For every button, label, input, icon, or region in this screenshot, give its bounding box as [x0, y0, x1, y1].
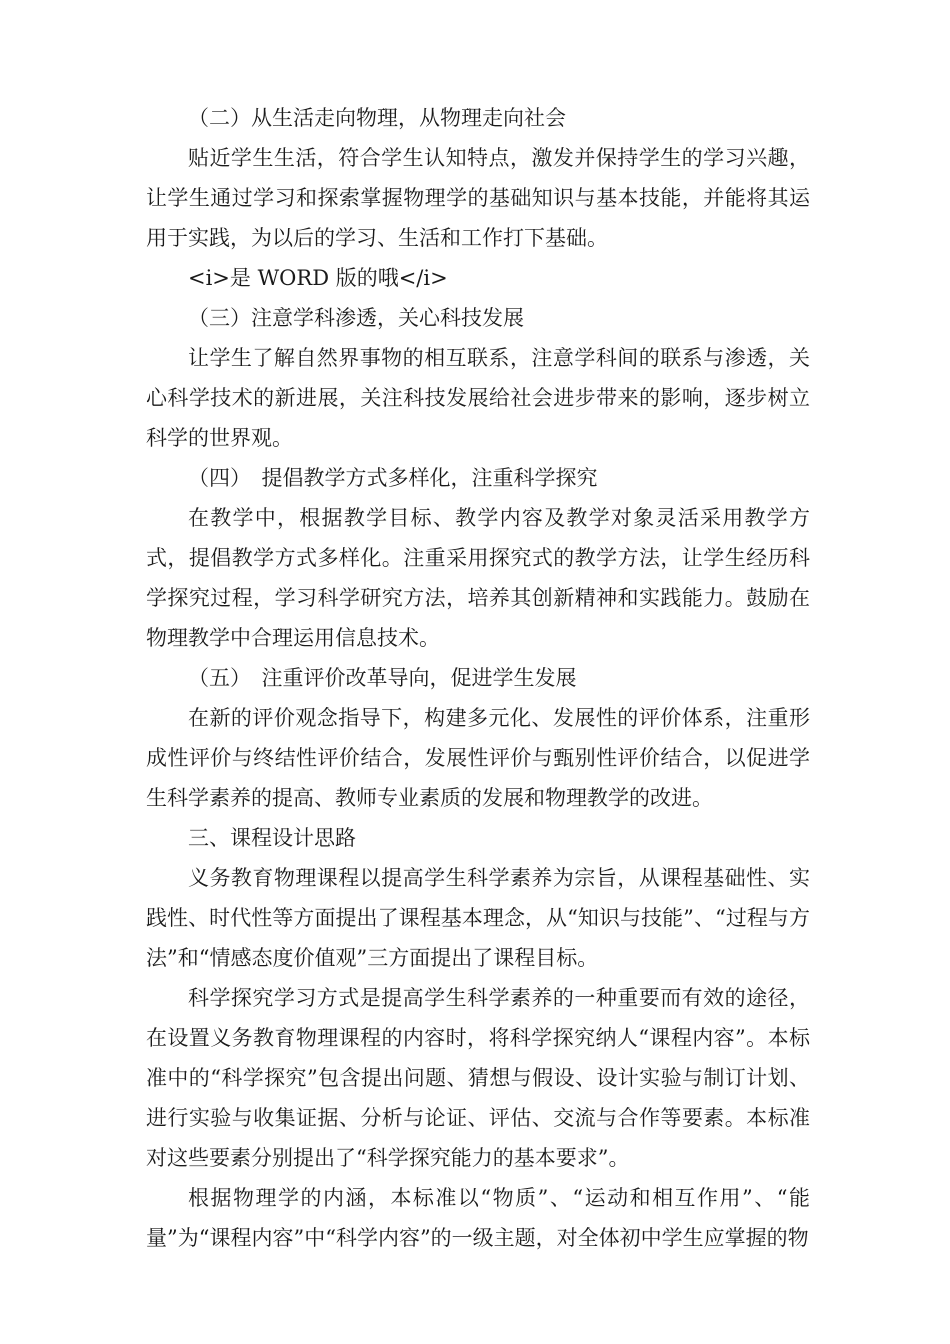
- document-page: [146, 98, 810, 1258]
- section-heading-5: （五） 注重评价改革导向，促进学生发展: [188, 666, 577, 690]
- paragraph: 科学探究学习方式是提高学生科学素养的一种重要而有效的途径，在设置义务教育物理课程的内容时，将科学探究纳人“课程内容”。本标准中的“科学探究”包含提出问题、猜想与假设、设计实验与制订计划、进行实验与收集证据、分析与论证、评估、交流与合作等要素。本标准对这些要素分别提出了“科学探究能力的基本要求”。: [146, 986, 810, 1170]
- section-heading-2: （二）从生活走向物理，从物理走向社会: [188, 106, 566, 130]
- paragraph: 贴近学生生活，符合学生认知特点，激发并保持学生的学习兴趣，让学生通过学习和探索掌握物理学的基础知识与基本技能，并能将其运用于实践，为以后的学习、生活和工作打下基础。: [146, 146, 810, 250]
- word-version-note: <i>是 WORD 版的哦</i>: [188, 266, 448, 290]
- paragraph: 义务教育物理课程以提高学生科学素养为宗旨，从课程基础性、实践性、时代性等方面提出了课程基本理念，从“知识与技能”、“过程与方法”和“情感态度价值观”三方面提出了课程目标。: [146, 866, 810, 970]
- paragraph: 在新的评价观念指导下，构建多元化、发展性的评价体系，注重形成性评价与终结性评价结合，发展性评价与甄别性评价结合，以促进学生科学素养的提高、教师专业素质的发展和物理教学的改进。: [146, 706, 810, 810]
- section-heading-4: （四） 提倡教学方式多样化，注重科学探究: [188, 466, 598, 490]
- paragraph: 根据物理学的内涵，本标准以“物质”、“运动和相互作用”、“能量”为“课程内容”中“科学内容”的一级主题，对全体初中学生应掌握的物: [146, 1186, 810, 1250]
- section-heading-3: （三）注意学科渗透，关心科技发展: [188, 306, 524, 330]
- paragraph: 在教学中，根据教学目标、教学内容及教学对象灵活采用教学方式，提倡教学方式多样化。注重采用探究式的教学方法，让学生经历科学探究过程，学习科学研究方法，培养其创新精神和实践能力。鼓励在物理教学中合理运用信息技术。: [146, 506, 810, 650]
- paragraph: 让学生了解自然界事物的相互联系，注意学科间的联系与渗透，关心科学技术的新进展，关注科技发展给社会进步带来的影响，逐步树立科学的世界观。: [146, 346, 810, 450]
- chapter-heading-course-design: 三、课程设计思路: [188, 826, 356, 850]
